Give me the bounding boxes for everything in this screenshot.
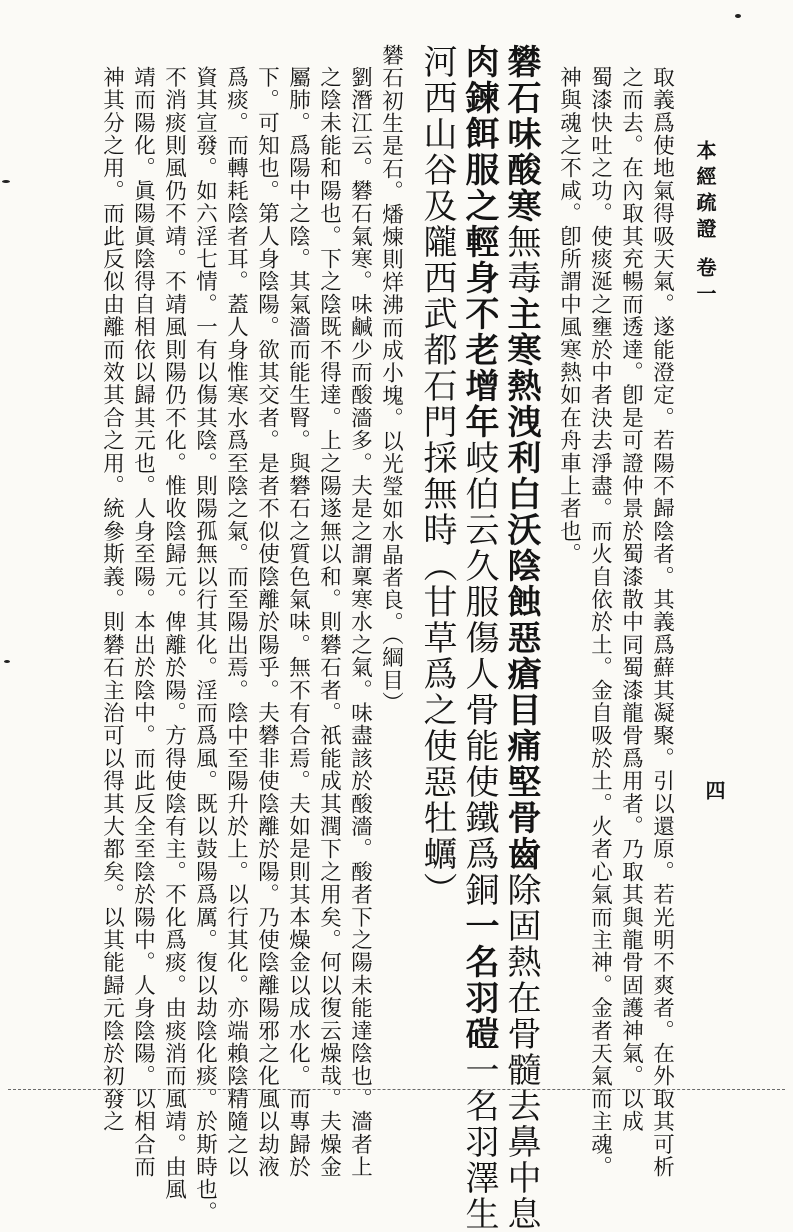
commentary-column: 靖而陽化。眞陽眞陰得自相依以歸其元也。人身至陽。本出於陰中。而此反全至陰於陽中。人身陰陽。以相合而 [130, 66, 156, 1179]
commentary-column: 劉潛江云。礬石氣寒。味鹹少而酸濇多。夫是之謂稟寒水之氣。味盡該於酸濇。酸者下之陽未能達陰也。濇者上 [347, 66, 373, 1179]
commentary-note: 礬石初生是石。燔煉則烊沸而成小塊。以光瑩如水晶者良。（綱目） [378, 44, 404, 715]
page-number: 四 [702, 780, 726, 800]
scan-speck [735, 14, 741, 18]
drug-alias-2: 一名羽澤生 [459, 1052, 499, 1232]
drug-alias: 一名羽磑 [459, 908, 499, 1052]
entry-line-3 [417, 44, 457, 908]
commentary-column: 神其分之用。而此反似由離而效其合之用。統參斯義。則礬石主治可以得其大都矣。以其能歸元陰於初發之 [99, 66, 125, 1133]
scan-speck [4, 660, 10, 663]
entry-effects: 肉鍊餌服之輕身不老增年 [459, 44, 499, 440]
commentary-column: 資其宣發。如六淫七情。一有以傷其陰。則陽孤無以行其化。淫而爲風。既以鼓陽爲厲。復以劫陰化痰。於斯時也。 [192, 66, 218, 1224]
commentary-column: 下。可知也。第人身陰陽。欲其交者。是者不似使陰離於陽乎。夫礬非使陰離於陽。乃使陰離陽邪之化風以劫液 [254, 66, 280, 1179]
drug-toxicity: 無毒 [501, 224, 541, 296]
drug-indications-tail: 除固熱在骨髓去鼻中息 [501, 872, 541, 1232]
text-column: 取義爲使地氣得吸天氣。遂能澄定。若陽不歸陰者。其義爲蘚其凝聚。引以還原。若光明不爽者。在外取其可析 [649, 66, 675, 1179]
text-column: 之而去。在內取其充暢而透達。卽是可證仲景於蜀漆散中同蜀漆龍骨爲用者。乃取其與龍骨固護神氣。以成 [618, 66, 644, 1133]
drug-name: 礬石 [501, 44, 541, 116]
commentary-column: 不消痰則風仍不靖。不靖風則陽仍不化。惟收陰歸元。俾離於陽。方得使陰有主。不化爲痰。由痰消而風靖。由風 [161, 66, 187, 1201]
text-column: 蜀漆快吐之功。使痰涎之壅於中者決去淨盡。而火自依於土。金自吸於土。火者心氣而主神。金者天氣而主魂。 [587, 66, 613, 1179]
commentary-column: 爲痰。而轉耗陰者耳。蓋人身惟寒水爲至陰之氣。而至陽出焉。陰中至陽升於上。以行其化。亦端賴陰精隨之以 [223, 66, 249, 1179]
commentary-column: 之陰未能和陽也。下之陰既不得達。上之陽遂無以和。則礬石者。祇能成其潤下之用矣。何以復云燥哉。夫燥金 [316, 66, 342, 1179]
text-column: 神與魂之不咸。卽所謂中風寒熱如在舟車上者也。 [556, 66, 582, 566]
qibo-quote: 岐伯云久服傷人骨能使鐵爲銅 [459, 440, 499, 908]
bottom-rule [8, 1089, 785, 1090]
entry-line-2 [459, 44, 499, 1232]
entry-line-1 [501, 44, 541, 1232]
running-title: 本經疏證 卷一 [693, 140, 717, 309]
commentary-column: 屬肺。爲陽中之陰。其氣濇而能生腎。與礬石之質色氣味。無不有合焉。夫如是則其本燥金以成水化。而專歸於 [285, 66, 311, 1179]
scan-speck [2, 180, 10, 183]
drug-origin: 河西山谷及隴西武都石門採無時（甘草爲之使惡牡蠣） [417, 44, 457, 908]
drug-properties: 味酸寒 [501, 116, 541, 224]
drug-indications: 主寒熱洩利白沃陰蝕惡瘡目痛堅骨齒 [501, 296, 541, 872]
